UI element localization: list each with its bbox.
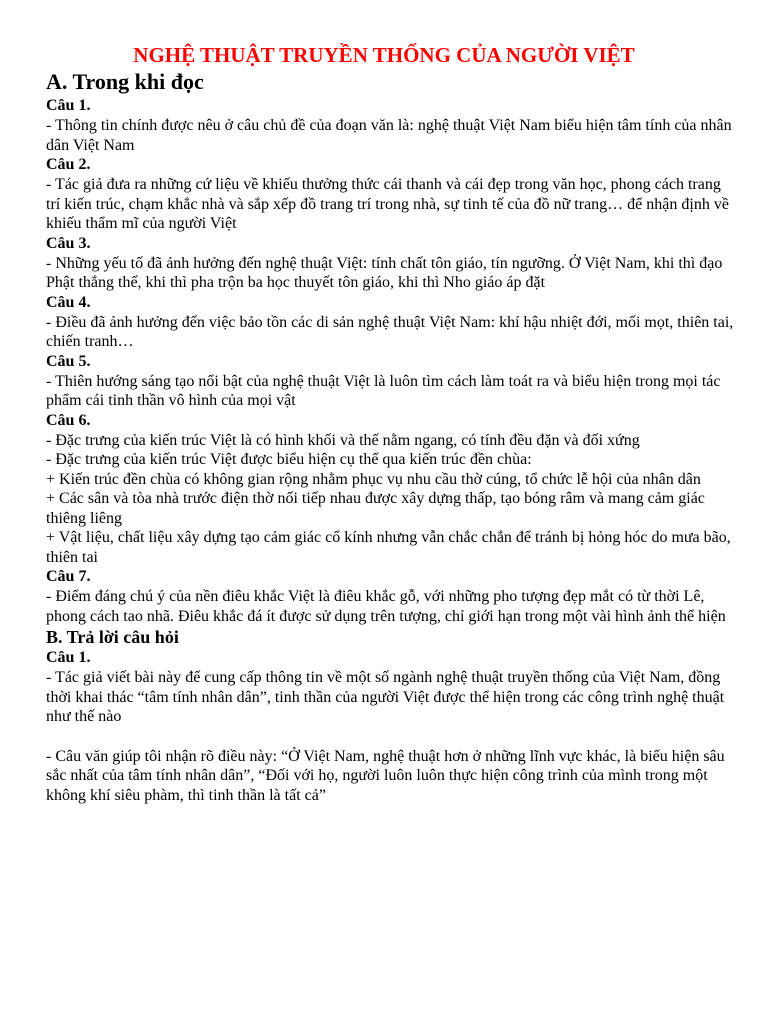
- answer-paragraph: - Đặc trưng của kiến trúc Việt được biểu hiện cụ thể qua kiến trúc đền chùa:: [46, 451, 532, 468]
- answer-paragraph: - Thông tin chính được nêu ở câu chủ đề của đoạn văn là: nghệ thuật Việt Nam biểu hiện tâm tính của nhân dân Việt Nam: [46, 117, 732, 154]
- question-label: Câu 1.: [46, 649, 91, 666]
- answer-paragraph: - Tác giả viết bài này để cung cấp thông tin về một số ngành nghệ thuật truyền thống của Việt Nam, đồng thời khai thác “tâm tính nhân dân”, tinh thần của người Việt được thể hiện trong các công trình nghệ thuật như thế nào: [46, 669, 725, 725]
- paragraph-spacer: [46, 727, 736, 747]
- answer-paragraph: + Vật liệu, chất liệu xây dựng tạo cảm giác cổ kính nhưng vẫn chắc chắn để tránh bị hỏng hóc do mưa bão, thiên tai: [46, 529, 731, 566]
- document-title: NGHỆ THUẬT TRUYỀN THỐNG CỦA NGƯỜI VIỆT: [133, 43, 635, 67]
- question-label: Câu 2.: [46, 156, 91, 173]
- question-label: Câu 3.: [46, 234, 91, 252]
- section-b-heading: B. Trả lời câu hỏi: [46, 627, 179, 647]
- answer-paragraph: - Câu văn giúp tôi nhận rõ điều này: “Ở Việt Nam, nghệ thuật hơn ở những lĩnh vực khác, là biểu hiện sâu sắc nhất của tâm tính nhân dân”, “Đối với họ, người luôn luôn thực hiện công trình của mình trong một không khí siêu phàm, thì tinh thần là tất cả”: [46, 747, 725, 804]
- question-label: Câu 6.: [46, 411, 91, 429]
- document-body: [46, 68, 736, 805]
- answer-paragraph: + Các sân và tòa nhà trước điện thờ nối tiếp nhau được xây dựng thấp, tạo bóng râm và mang cảm giác thiêng liêng: [46, 490, 705, 527]
- answer-paragraph: - Điểm đáng chú ý của nền điêu khắc Việt là điêu khắc gỗ, với những pho tượng đẹp mắt có từ thời Lê, phong cách tao nhã. Điêu khắc đá ít được sử dụng trên tượng, chỉ giới hạn trong một vài hình ảnh thể hiện: [46, 588, 726, 625]
- answer-paragraph: - Điều đã ảnh hưởng đến việc bảo tồn các di sản nghệ thuật Việt Nam: khí hậu nhiệt đới, mối mọt, thiên tai, chiến tranh…: [46, 313, 734, 350]
- answer-paragraph: - Những yếu tố đã ảnh hưởng đến nghệ thuật Việt: tính chất tôn giáo, tín ngưỡng. Ở Việt Nam, khi thì đạo Phật thắng thế, khi thì pha trộn ba học thuyết tôn giáo, khi thì Nho giáo áp đặt: [46, 254, 723, 291]
- question-label: Câu 4.: [46, 293, 91, 311]
- answer-paragraph: - Đặc trưng của kiến trúc Việt là có hình khối và thế nằm ngang, có tính đều đặn và đối xứng: [46, 431, 640, 449]
- answer-paragraph: - Tác giả đưa ra những cứ liệu về khiếu thưởng thức cái thanh và cái đẹp trong văn học, phong cách trang trí kiến trúc, chạm khắc nhà và sắp xếp đồ trang trí trong nhà, sự tinh tế của đồ nữ trang… để nhận định về khiếu thẩm mĩ của người Việt: [46, 176, 729, 232]
- question-label: Câu 1.: [46, 97, 91, 114]
- answer-paragraph: + Kiến trúc đền chùa có không gian rộng nhằm phục vụ nhu cầu thờ cúng, tổ chức lễ hội của nhân dân: [46, 470, 701, 488]
- answer-paragraph: - Thiên hướng sáng tạo nổi bật của nghệ thuật Việt là luôn tìm cách làm toát ra và biểu hiện trong mọi tác phẩm cái tinh thần vô hình của mọi vật: [46, 372, 721, 409]
- question-label: Câu 7.: [46, 568, 91, 585]
- question-label: Câu 5.: [46, 352, 91, 370]
- section-a-heading: A. Trong khi đọc: [46, 69, 204, 94]
